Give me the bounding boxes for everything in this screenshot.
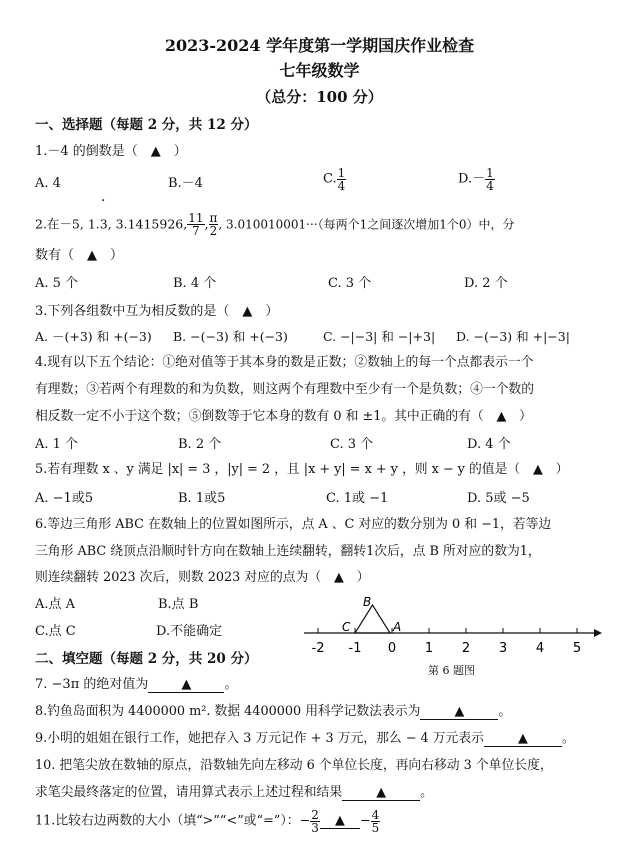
q1-option-b: B.－4 (168, 176, 203, 191)
q5-stem: 5.若有理数 x 、y 满足 |x| = 3 ，|y| = 2 ，且 |x + y| = x + y ，则 x − y 的值是（ ▲ ） (35, 462, 569, 477)
q3-option-d: D. −(−3) 和 +|−3| (456, 329, 570, 344)
q2-f1-numerator: 11 (188, 211, 204, 225)
q5-option-b: B. 1或5 (178, 491, 226, 506)
q4-line-1: 4.现有以下五个结论：①绝对值等于其本身的数是正数；②数轴上的每一个点都表示一个 (35, 355, 534, 370)
number-line-tick-label: 2 (461, 641, 471, 656)
q4-line-3: 相反数一定不小于这个数；⑤倒数等于它本身的数有 0 和 ±1。其中正确的有（ ▲ ） (35, 409, 532, 424)
q4-option-b: B. 2 个 (178, 437, 222, 452)
q10-end: 。 (420, 785, 433, 800)
number-line-tick-label: 1 (424, 641, 434, 656)
exam-total-score: （总分：100 分） (256, 88, 383, 106)
q11-f1-numerator: 2 (311, 808, 319, 822)
q3-option-c: C. −|−3| 和 −|+3| (323, 329, 436, 344)
q7-answer-blank[interactable]: ▲ (148, 678, 224, 693)
point-label-c: C (342, 620, 351, 634)
repeating-decimal-dot: · (101, 193, 106, 209)
number-line-arrow (594, 629, 602, 637)
section-1-heading: 一、选择题（每题 2 分，共 12 分） (35, 117, 258, 133)
q4-line-2: 有理数；③若两个有理数的和为负数，则这两个有理数中至少有一个是负数；④一个数的 (35, 382, 535, 397)
q6-line-2: 三角形 ABC 绕顶点沿顺时针方向在数轴上连续翻转，翻转1次后，点 B 所对应的数为1， (35, 544, 541, 559)
q8-text: 8.钓鱼岛面积为 4400000 m². 数据 4400000 用科学记数法表示为 (35, 704, 421, 719)
q3-option-b: B. −(−3) 和 +(−3) (173, 329, 288, 344)
q10-answer-blank[interactable]: ▲ (342, 786, 420, 801)
q11-fraction-right (371, 809, 381, 834)
q3-option-a: A. －(+3) 和 +(−3) (35, 329, 152, 344)
q2-option-a: A. 5 个 (35, 276, 79, 291)
q2-comma: , (204, 216, 209, 232)
triangle-abc (355, 605, 390, 633)
q11-text: 11.比较右边两数的大小（填“>”“<”或“=”）：− (35, 813, 311, 829)
q11-f2-denominator: 5 (371, 821, 380, 835)
q10-line-2 (35, 785, 433, 801)
q2-f2-numerator: π (209, 211, 218, 225)
number-line-tick-label: 4 (535, 641, 545, 656)
q6-option-c: C.点 C (35, 624, 76, 639)
q5-option-c: C. 1或 −1 (326, 491, 389, 506)
section-2-heading: 二、填空题（每题 2 分，共 20 分） (35, 651, 258, 667)
q6-line-3: 则连续翻转 2023 次后，则数 2023 对应的点为（ ▲ ） (35, 570, 370, 585)
q8 (35, 704, 511, 720)
q6-option-d: D.不能确定 (156, 624, 223, 639)
q9-end: 。 (561, 731, 575, 746)
q3-stem: 3.下列各组数中互为相反数的是（ ▲ ） (35, 304, 279, 319)
q1-option-c-prefix: C. (323, 171, 337, 187)
q11-f2-numerator: 4 (371, 808, 380, 822)
q1-option-d-fraction (485, 167, 495, 192)
q8-answer-blank[interactable]: ▲ (420, 705, 498, 720)
number-line-ticks (312, 628, 582, 656)
q9-text: 9.小明的姐姐在银行工作，她把存入 3 万元记作 + 3 万元，那么 − 4 万元表示 (35, 731, 484, 746)
q4-option-c: C. 3 个 (330, 437, 374, 452)
q1-option-d-prefix: D.－ (458, 171, 486, 187)
q11-answer-blank[interactable]: ▲ (320, 814, 360, 829)
q1-d-numerator: 1 (486, 166, 494, 180)
exam-subtitle: 七年级数学 (279, 61, 360, 80)
q2-line-2: 数有（ ▲ ） (35, 248, 123, 263)
q11-f1-denominator: 3 (311, 821, 319, 835)
q11-minus: − (359, 813, 371, 829)
q5-option-a: A. −1或5 (35, 491, 94, 506)
q4-option-d: D. 4 个 (467, 437, 511, 452)
q1-option-a: A. 4 (35, 176, 61, 191)
q2-lead: 2.在－5, 1.3, 3.1415926, (35, 216, 188, 232)
q11-fraction-left (310, 809, 320, 834)
q7-text: 7. −3π 的绝对值为 (35, 677, 149, 692)
q1-option-d (458, 167, 495, 192)
q2-option-d: D. 2 个 (464, 276, 508, 291)
q2-option-b: B. 4 个 (173, 276, 217, 291)
q4-option-a: A. 1 个 (35, 437, 79, 452)
figure-caption: 第 6 题图 (428, 664, 475, 677)
q2-fraction-pi-2 (209, 212, 219, 237)
number-line-tick-label: 0 (387, 641, 397, 656)
q7-end: 。 (224, 677, 238, 692)
q1-c-numerator: 1 (337, 166, 346, 180)
q10-text: 求笔尖最终落定的位置，请用算式表示上述过程和结果 (35, 785, 343, 800)
q6-line-1: 6.等边三角形 ABC 在数轴上的位置如图所示，点 A 、C 对应的数分别为 0 和 −1，若等边 (35, 517, 552, 532)
q8-end: 。 (498, 704, 512, 719)
q2-tail: , 3.010010001···（每两个1之间逐次增加1个0）中，分 (218, 217, 515, 232)
point-label-a: A (393, 620, 402, 634)
q10-line-1: 10. 把笔尖放在数轴的原点，沿数轴先向左移动 6 个单位长度，再向右移动 3 个单位长度， (35, 758, 553, 773)
point-label-b: B (363, 595, 372, 609)
q2-f1-denominator: 7 (192, 224, 200, 238)
q1-d-denominator: 4 (486, 179, 494, 193)
q1-c-denominator: 4 (337, 179, 346, 193)
q9-answer-blank[interactable]: ▲ (484, 732, 562, 747)
number-line-tick-label: 3 (498, 641, 508, 656)
q2-fraction-11-7 (187, 212, 204, 237)
q5-option-d: D. 5或 −5 (467, 491, 530, 506)
q9 (35, 731, 575, 747)
q1-option-c (323, 167, 346, 192)
q2-stem (35, 212, 515, 237)
q6-option-b: B.点 B (158, 597, 199, 612)
number-line-tick-label: 5 (572, 641, 582, 656)
q1-stem: 1.－4 的倒数是（ ▲ ） (35, 144, 187, 159)
q1-option-c-fraction (337, 167, 347, 192)
q6-option-a: A.点 A (35, 597, 76, 612)
q11 (35, 809, 380, 834)
q2-f2-denominator: 2 (209, 224, 218, 238)
number-line-tick-label: -1 (348, 641, 362, 656)
q7 (35, 677, 237, 693)
q2-option-c: C. 3 个 (328, 276, 372, 291)
number-line-tick-label: -2 (311, 641, 325, 656)
exam-title: 2023-2024 学年度第一学期国庆作业检查 (164, 36, 475, 55)
